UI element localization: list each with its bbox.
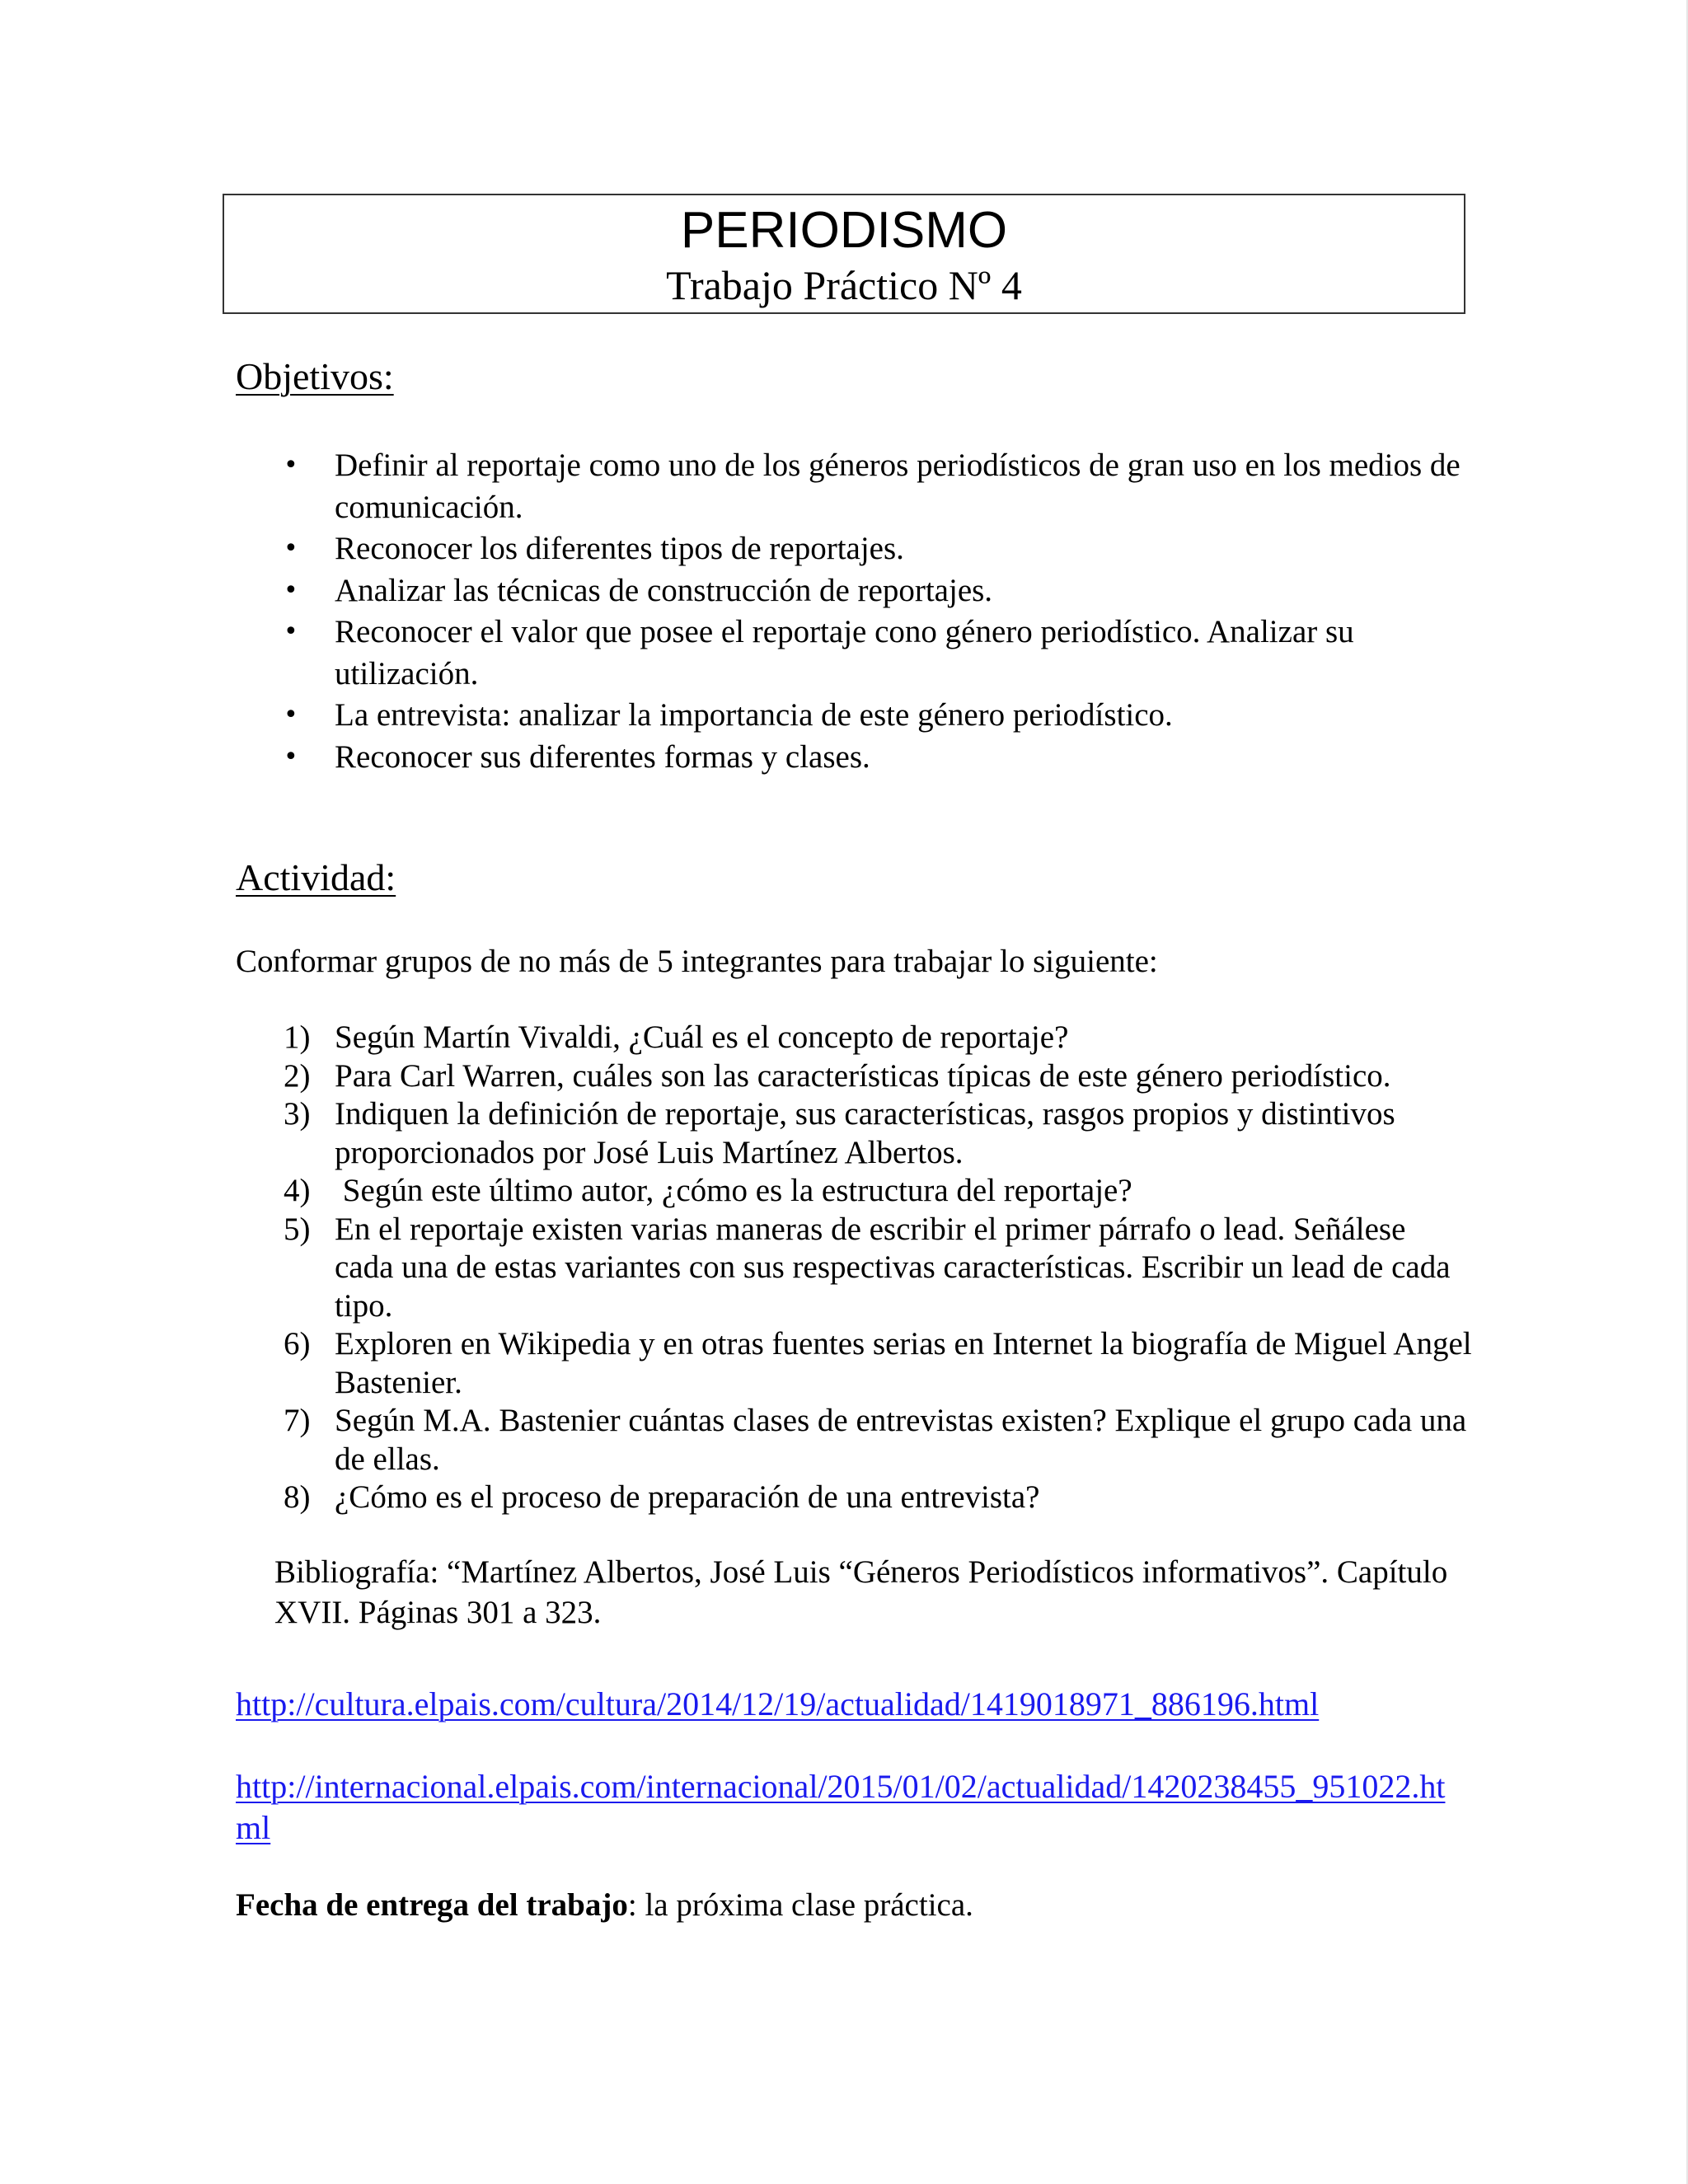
list-item [236,1057,1472,1096]
objective-text: La entrevista: analizar la importancia de este género periodístico. [335,697,1173,733]
bullet-icon: • [284,742,298,771]
bibliography: Bibliografía: “Martínez Albertos, José Luis “Géneros Periodísticos informativos”. Capítulo XVII. Páginas 301 a 323. [274,1554,1448,1630]
list-item [236,1172,1472,1211]
bullet-icon: • [284,451,298,480]
activity-heading: Actividad: [236,856,396,898]
bullet-icon: • [284,617,298,646]
list-item [236,570,1472,612]
list-item [236,695,1472,737]
due-date [236,1885,973,1926]
list-item [236,612,1472,695]
list-item [236,737,1472,779]
task-text: Según Martín Vivaldi, ¿Cuál es el concepto de reportaje? [335,1019,1069,1055]
due-date-text: : la próxima clase práctica. [627,1887,973,1923]
task-text: Según M.A. Bastenier cuántas clases de entrevistas existen? Explique el grupo cada una de ellas. [335,1403,1467,1477]
objective-text: Reconocer los diferentes tipos de reportajes. [335,531,904,566]
task-list [236,1019,1472,1517]
objective-text: Reconocer sus diferentes formas y clases. [335,738,870,775]
task-text: En el reportaje existen varias maneras de escribir el primer párrafo o lead. Señálese cada una de estas variantes con sus respectivas características. Escribir un lead de cada tipo. [335,1211,1451,1324]
task-text: Para Carl Warren, cuáles son las características típicas de este género periodístico. [335,1057,1391,1094]
task-number: 3) [284,1096,311,1132]
activity-intro: Conformar grupos de no más de 5 integrantes para trabajar lo siguiente: [236,944,1158,979]
list-item [236,1095,1472,1172]
list-item [236,1211,1472,1326]
bullet-icon: • [284,701,298,729]
task-number: 5) [284,1211,311,1247]
bullet-icon: • [284,575,298,605]
list-item [236,528,1472,570]
link-internacional-elpais[interactable]: http://internacional.elpais.com/internacional/2015/01/02/actualidad/1420238455_951022.html [236,1768,1446,1846]
link-cultura-elpais[interactable]: http://cultura.elpais.com/cultura/2014/12/19/actualidad/1419018971_886196.html [236,1685,1320,1722]
due-date-label: Fecha de entrega del trabajo [236,1887,628,1923]
document-subtitle: Trabajo Práctico Nº 4 [666,262,1022,308]
list-item [236,1402,1472,1479]
title-box [223,194,1465,314]
objective-text: Reconocer el valor que posee el reportaje cono género periodístico. Analizar su utilización. [335,614,1354,691]
task-text: ¿Cómo es el proceso de preparación de una entrevista? [335,1479,1040,1515]
list-item [236,1019,1472,1057]
task-number: 8) [284,1479,311,1515]
list-item [236,1479,1472,1517]
task-number: 2) [284,1057,311,1094]
task-text: Indiquen la definición de reportaje, sus características, rasgos propios y distintivos proporcionados por José Luis Martínez Albertos. [335,1096,1395,1170]
objective-text: Analizar las técnicas de construcción de reportajes. [335,572,993,608]
document-title: PERIODISMO [680,202,1008,259]
task-number: 4) [284,1173,311,1208]
objective-text: Definir al reportaje como uno de los géneros periodísticos de gran uso en los medios de comunicación. [335,448,1461,525]
task-number: 7) [284,1403,311,1438]
objectives-list [236,445,1472,778]
bullet-icon: • [284,534,298,563]
task-text: Exploren en Wikipedia y en otras fuentes serias en Internet la biografía de Miguel Angel Bastenier. [335,1326,1472,1400]
task-text: Según este último autor, ¿cómo es la estructura del reportaje? [335,1173,1132,1208]
task-number: 6) [284,1326,311,1361]
objectives-heading: Objetivos: [236,355,394,397]
list-item [236,1325,1472,1402]
task-number: 1) [284,1019,311,1055]
list-item [236,445,1472,528]
